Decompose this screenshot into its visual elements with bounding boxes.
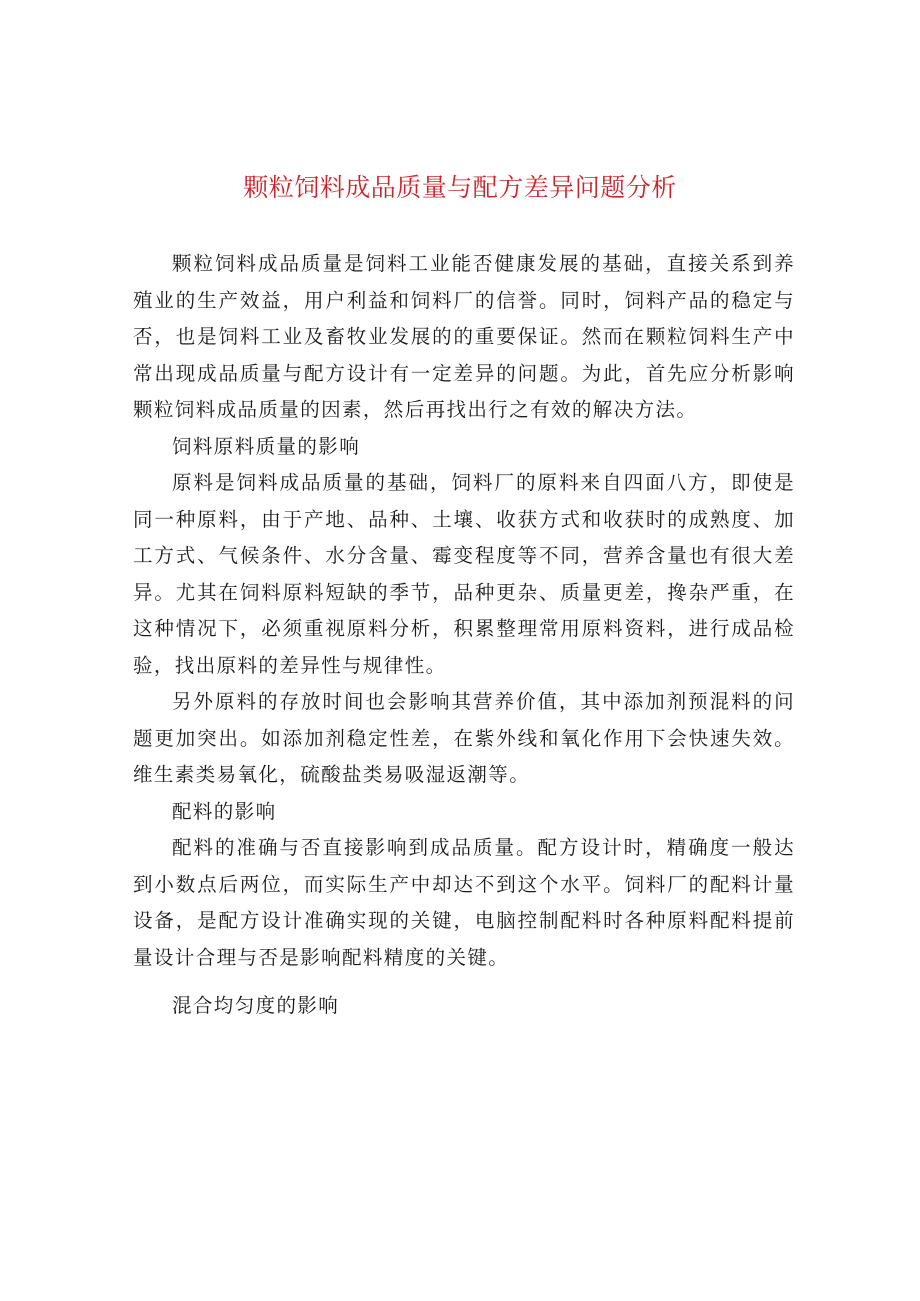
section-heading-raw-material: 饲料原料质量的影响 — [172, 434, 361, 458]
section-heading-batching: 配料的影响 — [172, 799, 277, 823]
paragraph-intro: 颗粒饲料成品质量是饲料工业能否健康发展的基础，直接关系到养殖业的生产效益，用户利益和饲料厂的信誉。同时，饲料产品的稳定与否，也是饲料工业及畜牧业发展的的重要保证。然而在颗粒饲料生产中常出现成品质量与配方设计有一定差异的问题。为此，首先应分析影响颗粒饲料成品质量的因素，然后再找出行之有效的解决方法。 — [133, 252, 795, 421]
section-heading-mixing: 混合均匀度的影响 — [172, 994, 340, 1017]
document-body — [133, 246, 795, 1025]
paragraph-storage: 另外原料的存放时间也会影响其营养价值，其中添加剂预混料的问题更加突出。如添加剂稳定性差，在紫外线和氧化作用下会快速失效。维生素类易氧化，硫酸盐类易吸湿返潮等。 — [133, 690, 795, 786]
paragraph-raw-material: 原料是饲料成品质量的基础，饲料厂的原料来自四面八方，即使是同一种原料，由于产地、品种、土壤、收获方式和收获时的成熟度、加工方式、气候条件、水分含量、霉变程度等不同，营养含量也有很大差异。尤其在饲料原料短缺的季节，品种更杂、质量更差，搀杂严重，在这种情况下，必须重视原料分析，积累整理常用原料资料，进行成品检验，找出原料的差异性与规律性。 — [133, 471, 795, 677]
paragraph-batching: 配料的准确与否直接影响到成品质量。配方设计时，精确度一般达到小数点后两位，而实际生产中却达不到这个水平。饲料厂的配料计量设备，是配方设计准确实现的关键，电脑控制配料时各种原料配料提前量设计合理与否是影响配料精度的关键。 — [133, 836, 795, 969]
document-title: 颗粒饲料成品质量与配方差异问题分析 — [243, 173, 677, 202]
